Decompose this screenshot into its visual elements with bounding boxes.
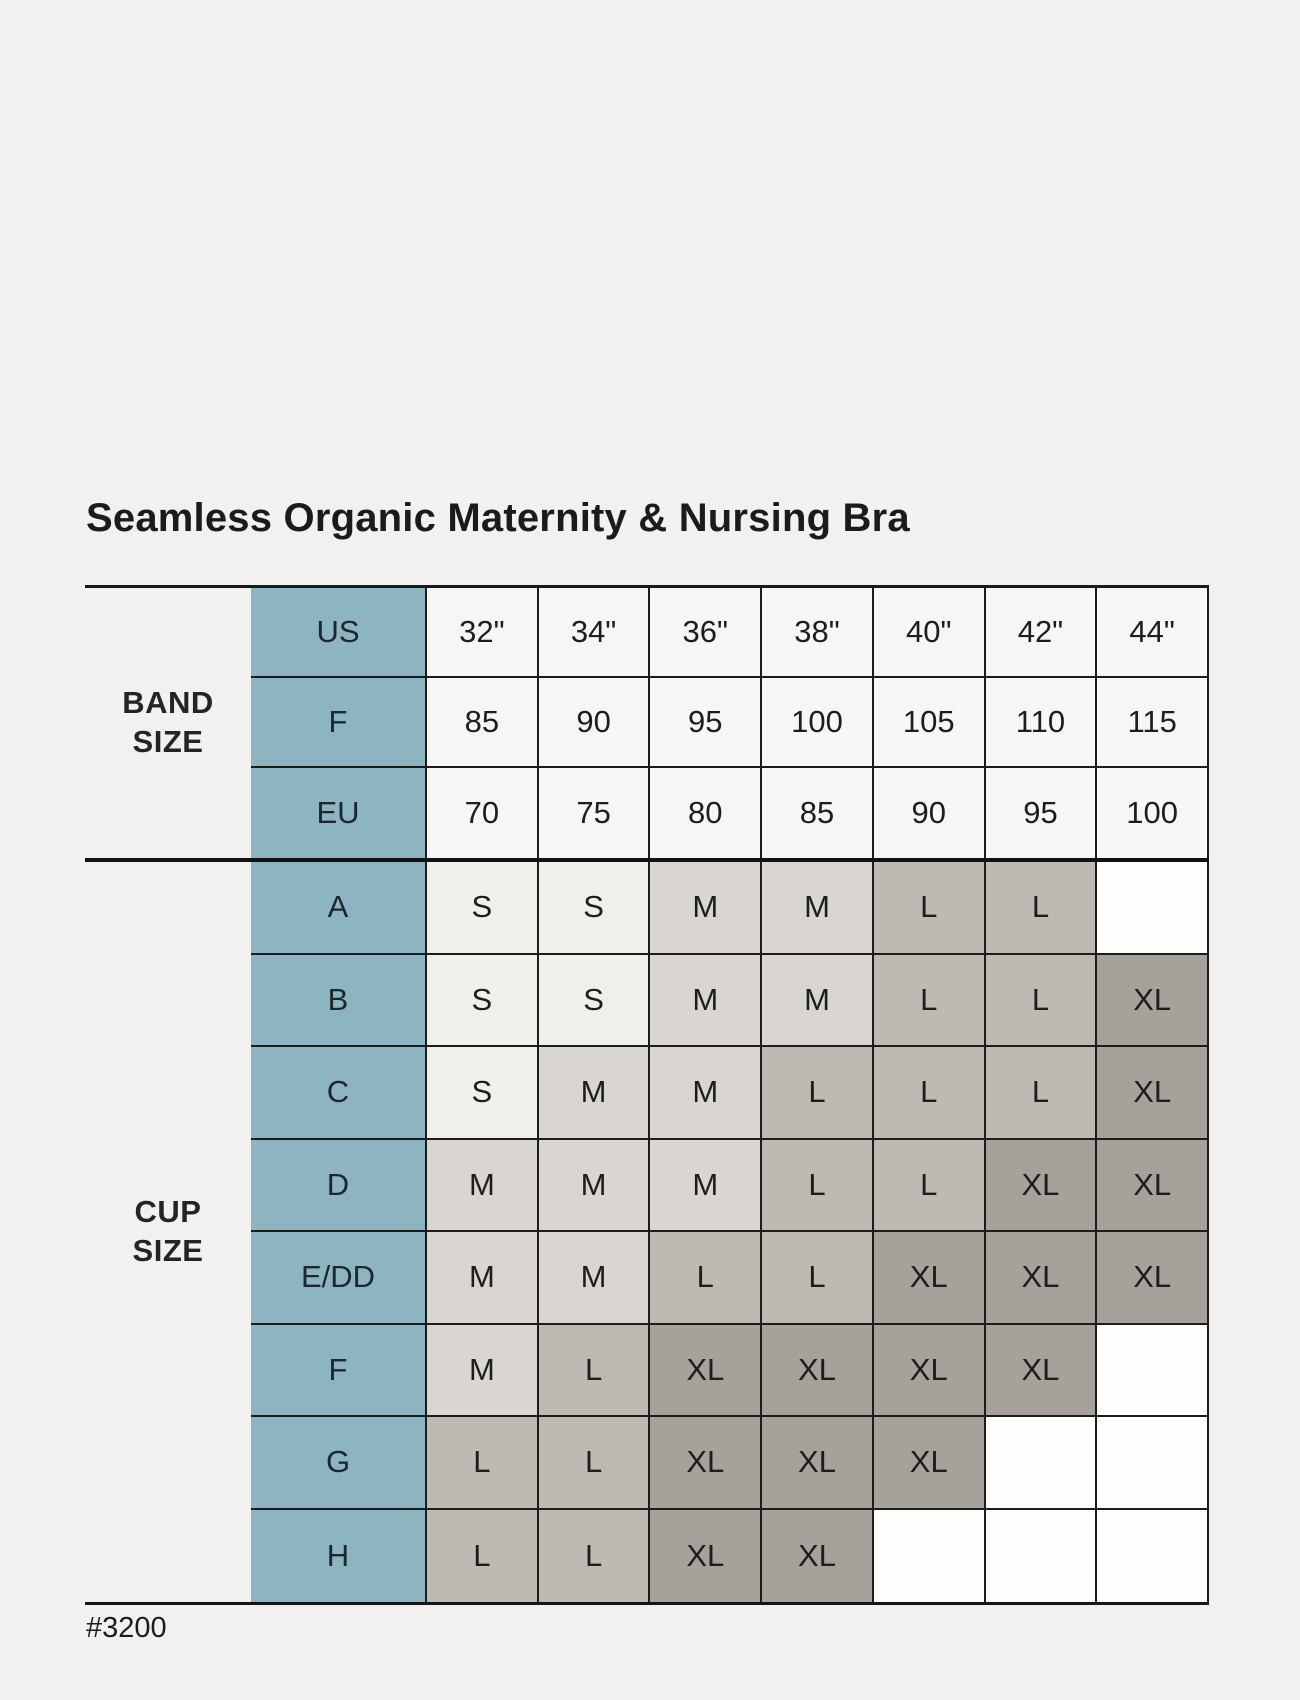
- cup-size-cell: L: [872, 1047, 984, 1138]
- cup-size-cell: XL: [1095, 1232, 1209, 1323]
- cup-size-cell: XL: [1095, 1047, 1209, 1138]
- cup-size-cell: XL: [872, 1417, 984, 1508]
- cup-size-label-line2: SIZE: [132, 1233, 204, 1268]
- page-title: Seamless Organic Maternity & Nursing Bra: [86, 496, 910, 540]
- cup-size-cell: M: [425, 1232, 537, 1323]
- cup-empty-cell: [1095, 1325, 1209, 1416]
- cup-size-cell: XL: [984, 1232, 1096, 1323]
- cup-row-c: [251, 1047, 1209, 1140]
- band-value-cell: 90: [872, 768, 984, 858]
- band-value-cell: 95: [984, 768, 1096, 858]
- cup-empty-cell: [872, 1510, 984, 1603]
- cup-size-cell: M: [537, 1047, 649, 1138]
- cup-size-cell: L: [537, 1325, 649, 1416]
- footer-product-number: #3200: [86, 1612, 167, 1644]
- cup-size-cell: L: [648, 1232, 760, 1323]
- cup-size-cell: XL: [760, 1417, 872, 1508]
- cup-row-header-cell: C: [251, 1047, 425, 1138]
- cup-size-cell: L: [537, 1510, 649, 1603]
- band-size-rows: [251, 588, 1209, 858]
- cup-size-cell: M: [648, 1047, 760, 1138]
- cup-size-cell: XL: [1095, 955, 1209, 1046]
- cup-row-header-cell: E/DD: [251, 1232, 425, 1323]
- cup-row-d: [251, 1140, 1209, 1233]
- band-value-cell: 105: [872, 678, 984, 766]
- cup-size-cell: S: [425, 955, 537, 1046]
- band-value-cell: 36": [648, 588, 760, 676]
- band-row-eu: [251, 768, 1209, 858]
- band-value-cell: 85: [760, 768, 872, 858]
- size-table: [85, 585, 1209, 1605]
- cup-size-cell: L: [984, 862, 1096, 953]
- cup-row-header-cell: A: [251, 862, 425, 953]
- cup-size-cell: M: [760, 862, 872, 953]
- cup-size-cell: XL: [1095, 1140, 1209, 1231]
- cup-size-cell: S: [425, 1047, 537, 1138]
- cup-size-cell: XL: [648, 1325, 760, 1416]
- band-row-header-cell: US: [251, 588, 425, 676]
- cup-size-cell: L: [872, 1140, 984, 1231]
- cup-row-header-cell: H: [251, 1510, 425, 1603]
- cup-size-cell: XL: [872, 1232, 984, 1323]
- cup-size-cell: L: [760, 1140, 872, 1231]
- cup-size-cell: M: [425, 1325, 537, 1416]
- band-value-cell: 100: [1095, 768, 1209, 858]
- band-size-label-line1: BAND: [122, 685, 214, 721]
- cup-size-cell: XL: [984, 1140, 1096, 1231]
- band-value-cell: 32": [425, 588, 537, 676]
- cup-size-cell: L: [760, 1232, 872, 1323]
- cup-size-cell: L: [872, 862, 984, 953]
- cup-size-cell: XL: [760, 1325, 872, 1416]
- band-value-cell: 42": [984, 588, 1096, 676]
- cup-size-cell: L: [425, 1510, 537, 1603]
- band-value-cell: 100: [760, 678, 872, 766]
- cup-empty-cell: [984, 1510, 1096, 1603]
- cup-row-e-dd: [251, 1232, 1209, 1325]
- band-row-us: [251, 588, 1209, 678]
- cup-size-cell: XL: [872, 1325, 984, 1416]
- cup-row-header-cell: F: [251, 1325, 425, 1416]
- cup-size-cell: XL: [760, 1510, 872, 1603]
- band-size-section: [85, 588, 1209, 858]
- cup-size-section: [85, 858, 1209, 1602]
- band-value-cell: 115: [1095, 678, 1209, 766]
- band-value-cell: 40": [872, 588, 984, 676]
- band-size-label-line2: SIZE: [132, 724, 204, 759]
- cup-size-cell: L: [872, 955, 984, 1046]
- band-value-cell: 70: [425, 768, 537, 858]
- cup-size-cell: L: [537, 1417, 649, 1508]
- band-row-header-cell: F: [251, 678, 425, 766]
- cup-size-label-line1: CUP: [134, 1194, 202, 1230]
- cup-size-cell: M: [537, 1140, 649, 1231]
- cup-size-cell: S: [537, 955, 649, 1046]
- cup-row-f: [251, 1325, 1209, 1418]
- cup-size-cell: L: [760, 1047, 872, 1138]
- cup-row-header-cell: D: [251, 1140, 425, 1231]
- band-value-cell: 38": [760, 588, 872, 676]
- cup-size-label: [85, 862, 251, 1602]
- cup-size-cell: S: [425, 862, 537, 953]
- band-value-cell: 80: [648, 768, 760, 858]
- band-value-cell: 85: [425, 678, 537, 766]
- cup-row-h: [251, 1510, 1209, 1603]
- cup-size-cell: XL: [648, 1510, 760, 1603]
- cup-size-cell: L: [984, 1047, 1096, 1138]
- cup-row-header-cell: G: [251, 1417, 425, 1508]
- band-value-cell: 44": [1095, 588, 1209, 676]
- band-value-cell: 34": [537, 588, 649, 676]
- cup-size-cell: M: [648, 955, 760, 1046]
- cup-size-rows: [251, 862, 1209, 1602]
- cup-size-cell: M: [425, 1140, 537, 1231]
- band-row-header-cell: EU: [251, 768, 425, 858]
- cup-size-cell: XL: [984, 1325, 1096, 1416]
- cup-empty-cell: [1095, 1510, 1209, 1603]
- cup-row-b: [251, 955, 1209, 1048]
- cup-size-cell: M: [648, 1140, 760, 1231]
- band-row-f: [251, 678, 1209, 768]
- cup-row-a: [251, 862, 1209, 955]
- cup-size-cell: L: [425, 1417, 537, 1508]
- cup-size-cell: M: [537, 1232, 649, 1323]
- band-value-cell: 90: [537, 678, 649, 766]
- band-size-label: [85, 588, 251, 858]
- cup-size-cell: M: [760, 955, 872, 1046]
- cup-empty-cell: [984, 1417, 1096, 1508]
- band-value-cell: 75: [537, 768, 649, 858]
- cup-size-cell: M: [648, 862, 760, 953]
- cup-row-g: [251, 1417, 1209, 1510]
- band-value-cell: 95: [648, 678, 760, 766]
- cup-size-cell: XL: [648, 1417, 760, 1508]
- cup-size-cell: S: [537, 862, 649, 953]
- cup-empty-cell: [1095, 862, 1209, 953]
- cup-size-cell: L: [984, 955, 1096, 1046]
- cup-empty-cell: [1095, 1417, 1209, 1508]
- cup-row-header-cell: B: [251, 955, 425, 1046]
- band-value-cell: 110: [984, 678, 1096, 766]
